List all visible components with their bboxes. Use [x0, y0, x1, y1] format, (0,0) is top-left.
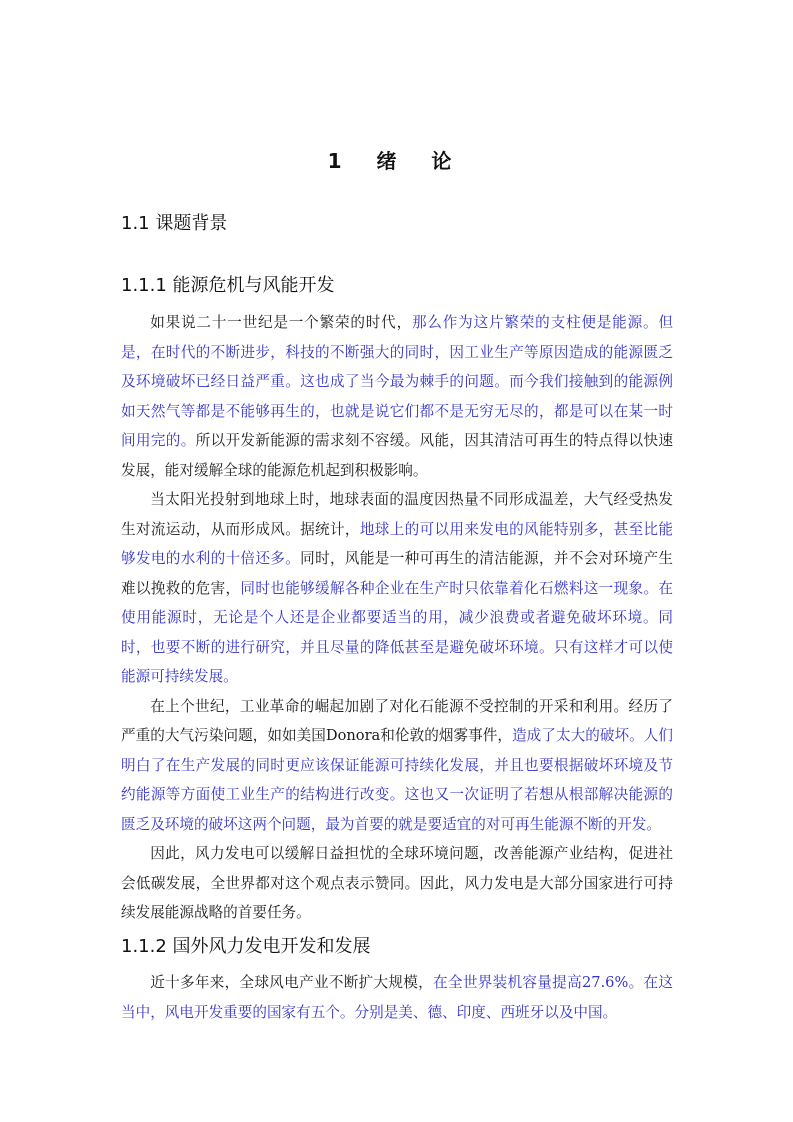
highlighted-text-run: 同时也能够缓解各种企业在生产时只依靠着化石燃料这一现象。在使用能源时，无论是个人还是企业都要适当的用，减少浪费或者避免破坏环境。同时，也要不断的进行研究，并且尽量的降低甚至是避免破坏环境。只有这样才可以使能源可持续发展。 [121, 579, 673, 685]
highlighted-text-run: 那么作为这片繁荣的支柱便是能源。但是，在时代的不断进步，科技的不断强大的同时，因工业生产等原因造成的能源匮乏及环境破坏已经日益严重。这也成了当今最为棘手的问题。而今我们接触到的能源例如天然气等都是不能够再生的，也就是说它们都不是无穷无尽的，都是可以在某一时间用完的。 [121, 314, 673, 449]
section-heading-1-1-1: 1.1.1 能源危机与风能开发 [121, 275, 335, 296]
section-heading-1-1-2: 1.1.2 国外风力发电开发和发展 [121, 936, 371, 957]
paragraph-energy-crisis [121, 308, 673, 485]
paragraph-conclusion [121, 839, 673, 928]
paragraph-industrial-revolution [121, 692, 673, 840]
text-run: 在上个世纪，工业革命的崛起加剧了对化石能源不受控制的开采和利用。经历了严重的大气污染问题，如如美国Donora和伦敦的烟雾事件， [121, 697, 673, 744]
highlighted-text-run: 造成了太大的破坏。人们明白了在生产发展的同时更应该保证能源可持续化发展，并且也要根据破坏环境及节约能源等方面使工业生产的结构进行改变。这也又一次证明了若想从根部解决能源的匮乏及环境的破坏这两个问题，最为首要的就是要适宜的对可再生能源不断的开发。 [121, 727, 673, 833]
text-run: 当太阳光投射到地球上时，地球表面的温度因热量不同形成温差，大气经受热发生对流运动，从而形成风。据统计， [121, 491, 673, 538]
highlighted-text-run: 地球上的可以用来发电的风能特别多，甚至比能够发电的水利的十倍还多。 [121, 520, 673, 567]
text-run: 如果说二十一世纪是一个繁荣的时代， [150, 314, 412, 331]
text-run: 所以开发新能源的需求刻不容缓。风能，因其清洁可再生的特点得以快速发展，能对缓解全球的能源危机起到积极影响。 [121, 432, 673, 479]
text-run: 因此，风力发电可以缓解日益担忧的全球环境问题，改善能源产业结构，促进社会低碳发展，全世界都对这个观点表示赞同。因此，风力发电是大部分国家进行可持续发展能源战略的首要任务。 [121, 845, 673, 921]
paragraph-wind-formation [121, 485, 673, 692]
section-heading-1-1: 1.1 课题背景 [121, 213, 228, 234]
highlighted-text-run: 在全世界装机容量提高27.6%。在这当中，风电开发重要的国家有五个。分别是美、德、印度、西班牙以及中国。 [121, 974, 673, 1021]
text-run: 近十多年来，全球风电产业不断扩大规模， [150, 974, 434, 991]
text-run: 同时，风能是一种可再生的清洁能源，并不会对环境产生难以挽救的危害， [121, 550, 673, 597]
chapter-title: 1 绪 论 [327, 149, 466, 173]
paragraph-global-wind-growth [121, 968, 673, 1027]
section-1-1-1-body [121, 308, 673, 928]
section-1-1-2-body [121, 968, 673, 1027]
